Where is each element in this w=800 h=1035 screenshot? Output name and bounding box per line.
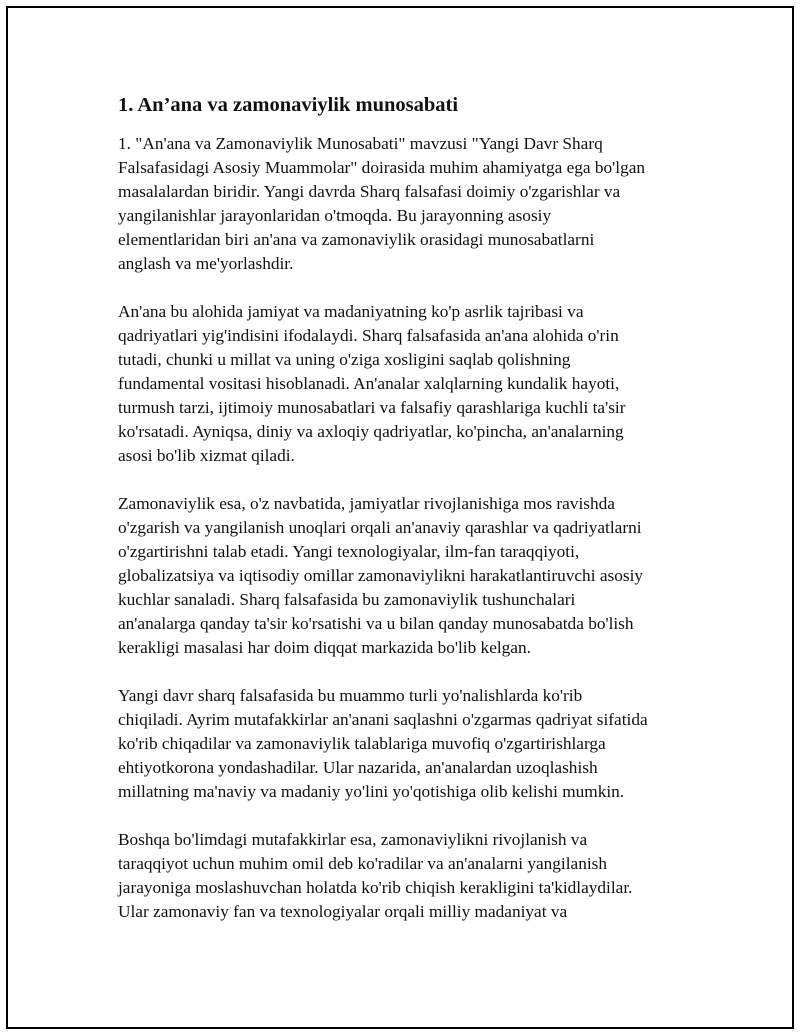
paragraph-line: kerakligi masalasi har doim diqqat markazida bo'lib kelgan. xyxy=(118,638,531,657)
document-body xyxy=(118,88,708,948)
paragraph-line: Yangi davr sharq falsafasida bu muammo turli yo'nalishlarda ko'rib xyxy=(118,686,583,705)
paragraph-line: jarayoniga moslashuvchan holatda ko'rib chiqish kerakligini ta'kidlaydilar. xyxy=(118,878,633,897)
paragraph-line: 1. "An'ana va Zamonaviylik Munosabati" mavzusi "Yangi Davr Sharq xyxy=(118,134,603,153)
paragraph-line: masalalardan biridir. Yangi davrda Sharq falsafasi doimiy o'zgarishlar va xyxy=(118,182,621,201)
paragraph-line: globalizatsiya va iqtisodiy omillar zamonaviylikni harakatlantiruvchi asosiy xyxy=(118,566,644,585)
paragraph-line: ko'rib chiqadilar va zamonaviylik talablariga muvofiq o'zgartirishlarga xyxy=(118,734,606,753)
paragraph-line: tutadi, chunki u millat va uning o'ziga xosligini saqlab qolishning xyxy=(118,350,571,369)
paragraph-line: taraqqiyot uchun muhim omil deb ko'radilar va an'analarni yangilanish xyxy=(118,854,608,873)
paragraph-line: qadriyatlari yig'indisini ifodalaydi. Sharq falsafasida an'ana alohida o'rin xyxy=(118,326,619,345)
paragraph-line: asosi bo'lib xizmat qiladi. xyxy=(118,446,295,465)
paragraph-line: millatning ma'naviy va madaniy yo'lini yo'qotishiga olib kelishi mumkin. xyxy=(118,782,625,801)
paragraph-line: o'zgartirishni talab etadi. Yangi texnologiyalar, ilm-fan taraqqiyoti, xyxy=(118,542,580,561)
paragraph-line: fundamental vositasi hisoblanadi. An'analar xalqlarning kundalik hayoti, xyxy=(118,374,620,393)
paragraph-line: ehtiyotkorona yondashadilar. Ular nazarida, an'analardan uzoqlashish xyxy=(118,758,598,777)
paragraph-line: An'ana bu alohida jamiyat va madaniyatning ko'p asrlik tajribasi va xyxy=(118,302,584,321)
paragraph-line: yangilanishlar jarayonlaridan o'tmoqda. Bu jarayonning asosiy xyxy=(118,206,552,225)
paragraph-line: turmush tarzi, ijtimoiy munosabatlari va falsafiy qarashlariga kuchli ta'sir xyxy=(118,398,626,417)
paragraph-line: kuchlar sanaladi. Sharq falsafasida bu zamonaviylik tushunchalari xyxy=(118,590,576,609)
paragraph-line: o'zgarish va yangilanish unoqlari orqali an'anaviy qarashlar va qadriyatlarni xyxy=(118,518,642,537)
paragraph-line: Boshqa bo'limdagi mutafakkirlar esa, zamonaviylikni rivojlanish va xyxy=(118,830,588,849)
paragraph-2 xyxy=(118,300,708,468)
paragraph-line: Ular zamonaviy fan va texnologiyalar orqali milliy madaniyat va xyxy=(118,902,568,921)
paragraph-line: Zamonaviylik esa, o'z navbatida, jamiyatlar rivojlanishiga mos ravishda xyxy=(118,494,615,513)
paragraph-line: ko'rsatadi. Ayniqsa, diniy va axloqiy qadriyatlar, ko'pincha, an'analarning xyxy=(118,422,624,441)
paragraph-line: Falsafasidagi Asosiy Muammolar" doirasida muhim ahamiyatga ega bo'lgan xyxy=(118,158,646,177)
paragraph-line: chiqiladi. Ayrim mutafakkirlar an'anani saqlashni o'zgarmas qadriyat sifatida xyxy=(118,710,648,729)
paragraph-line: anglash va me'yorlashdir. xyxy=(118,254,294,273)
paragraph-line: an'analarga qanday ta'sir ko'rsatishi va u bilan qanday munosabatda bo'lish xyxy=(118,614,634,633)
paragraph-line: elementlaridan biri an'ana va zamonaviylik orasidagi munosabatlarni xyxy=(118,230,595,249)
paragraph-4 xyxy=(118,684,708,804)
paragraph-1 xyxy=(118,132,708,276)
paragraph-3 xyxy=(118,492,708,660)
section-heading: 1. An’ana va zamonaviylik munosabati xyxy=(118,94,459,116)
paragraph-5 xyxy=(118,828,708,924)
